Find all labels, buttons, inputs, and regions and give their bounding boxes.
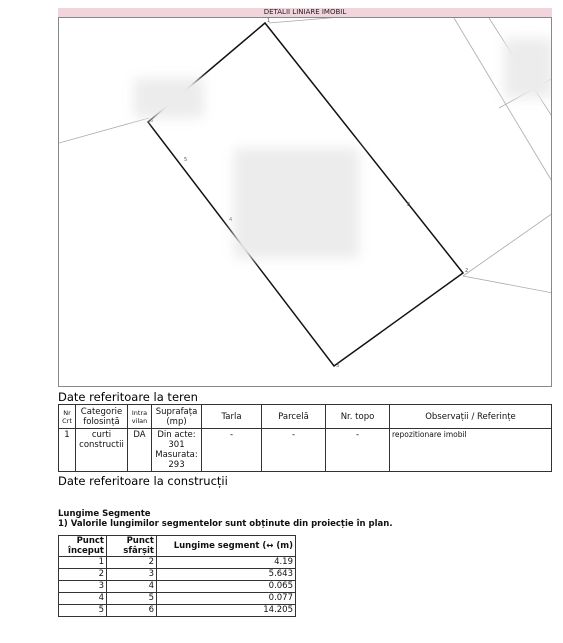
point-label: 8 <box>407 202 411 208</box>
table-row <box>59 429 552 472</box>
cell-suprafata <box>152 429 202 472</box>
cell-start: 2 <box>59 569 107 581</box>
lungime-title: Lungime Segmente <box>58 509 151 519</box>
cell-end: 2 <box>107 557 157 569</box>
segment-header-row <box>59 536 296 557</box>
col-observatii: Observații / Referințe <box>390 405 552 429</box>
col-punct-sfarsit: Punct sfârșit <box>107 536 157 557</box>
cell-length: 5.643 <box>157 569 296 581</box>
col-nr: Nr Crt <box>59 405 76 429</box>
table-row <box>59 593 296 605</box>
col-topo: Nr. topo <box>326 405 390 429</box>
neighbor-line <box>463 276 552 293</box>
redacted-area <box>234 148 359 258</box>
point-label: 4 <box>229 217 233 223</box>
col-tarla: Tarla <box>202 405 262 429</box>
point-label: 5 <box>184 157 188 163</box>
point-label: 6 <box>150 118 154 124</box>
cell-length: 4.19 <box>157 557 296 569</box>
neighbor-line <box>463 213 552 276</box>
col-punct-inceput: Punct început <box>59 536 107 557</box>
cell-length: 14.205 <box>157 605 296 617</box>
cell-end: 6 <box>107 605 157 617</box>
parcel-plan <box>58 17 552 387</box>
cell-end: 4 <box>107 581 157 593</box>
redacted-area <box>134 78 204 118</box>
col-suprafata: Suprafața (mp) <box>152 405 202 429</box>
plan-header: DETALII LINIARE IMOBIL <box>58 8 552 17</box>
redacted-area <box>504 38 552 98</box>
teren-header-row <box>59 405 552 429</box>
segment-table <box>58 535 296 617</box>
cell-start: 4 <box>59 593 107 605</box>
table-row <box>59 569 296 581</box>
suprafata-acte: Din acte: 301 <box>157 430 196 450</box>
cell-observatii: repozitionare imobil <box>390 429 552 472</box>
cell-start: 5 <box>59 605 107 617</box>
neighbor-line <box>59 118 149 143</box>
cell-parcela: - <box>262 429 326 472</box>
point-label: 1 <box>267 18 271 24</box>
cell-topo: - <box>326 429 390 472</box>
lungime-title-block <box>58 509 393 529</box>
cell-start: 3 <box>59 581 107 593</box>
cell-length: 0.077 <box>157 593 296 605</box>
table-row <box>59 605 296 617</box>
cell-nr: 1 <box>59 429 76 472</box>
cell-tarla: - <box>202 429 262 472</box>
cell-categorie: curti constructii <box>76 429 128 472</box>
table-row <box>59 581 296 593</box>
cell-start: 1 <box>59 557 107 569</box>
col-intravilan: Intra vilan <box>128 405 152 429</box>
lungime-note: 1) Valorile lungimilor segmentelor sunt obținute din proiecție în plan. <box>58 519 393 529</box>
teren-table <box>58 404 552 472</box>
point-label: 2 <box>465 268 469 274</box>
teren-title: Date referitoare la teren <box>58 390 198 404</box>
col-categorie: Categorie folosință <box>76 405 128 429</box>
table-row <box>59 557 296 569</box>
suprafata-masurata: Masurata: 293 <box>155 450 198 470</box>
cell-length: 0.065 <box>157 581 296 593</box>
constructii-title: Date referitoare la construcții <box>58 474 228 488</box>
col-parcela: Parcelă <box>262 405 326 429</box>
col-lungime: Lungime segment (↔ (m) <box>157 536 296 557</box>
cell-end: 5 <box>107 593 157 605</box>
cell-intravilan: DA <box>128 429 152 472</box>
cell-end: 3 <box>107 569 157 581</box>
neighbor-line <box>269 18 389 23</box>
point-label: 3 <box>336 363 340 369</box>
